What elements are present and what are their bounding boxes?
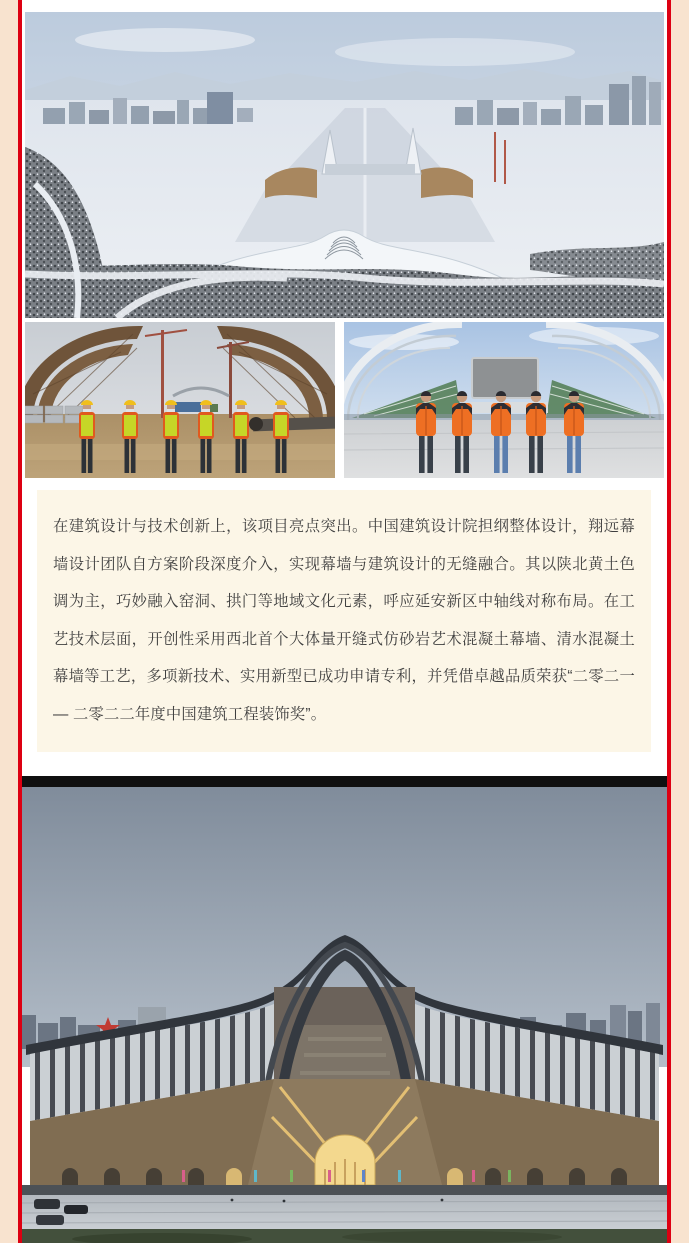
paragraph-text: 在建筑设计与技术创新上，该项目亮点突出。中国建筑设计院担纲整体设计，翔远幕墙设计团队自方案阶段深度介入，实现幕墙与建筑设计的无缝融合。其以陕北黄土色调为主，巧妙融入窑洞、拱门等地域文化元素，呼应延安新区中轴线对称布局。在工艺技术层面，开创性采用西北首个大体量开缝式仿砂岩艺术混凝土幕墙、清水混凝土幕墙等工艺，多项新技术、实用新型已成功申请专利，并凭借卓越品质荣获“二零二一 — 二零二二年度中国建筑工程装饰奖”。 (53, 518, 635, 723)
photo-row (25, 322, 664, 478)
construction-team-photo-graphic (25, 322, 335, 478)
team-arches-photo-graphic (344, 322, 664, 478)
snow-aerial-photo-graphic (25, 12, 664, 318)
dusk-photo (22, 787, 667, 1243)
paragraph-block (37, 490, 651, 752)
section-divider (22, 776, 667, 787)
dusk-exhibition-photo-graphic (22, 787, 667, 1243)
article-card (18, 0, 671, 1243)
hero-photo (25, 12, 664, 318)
